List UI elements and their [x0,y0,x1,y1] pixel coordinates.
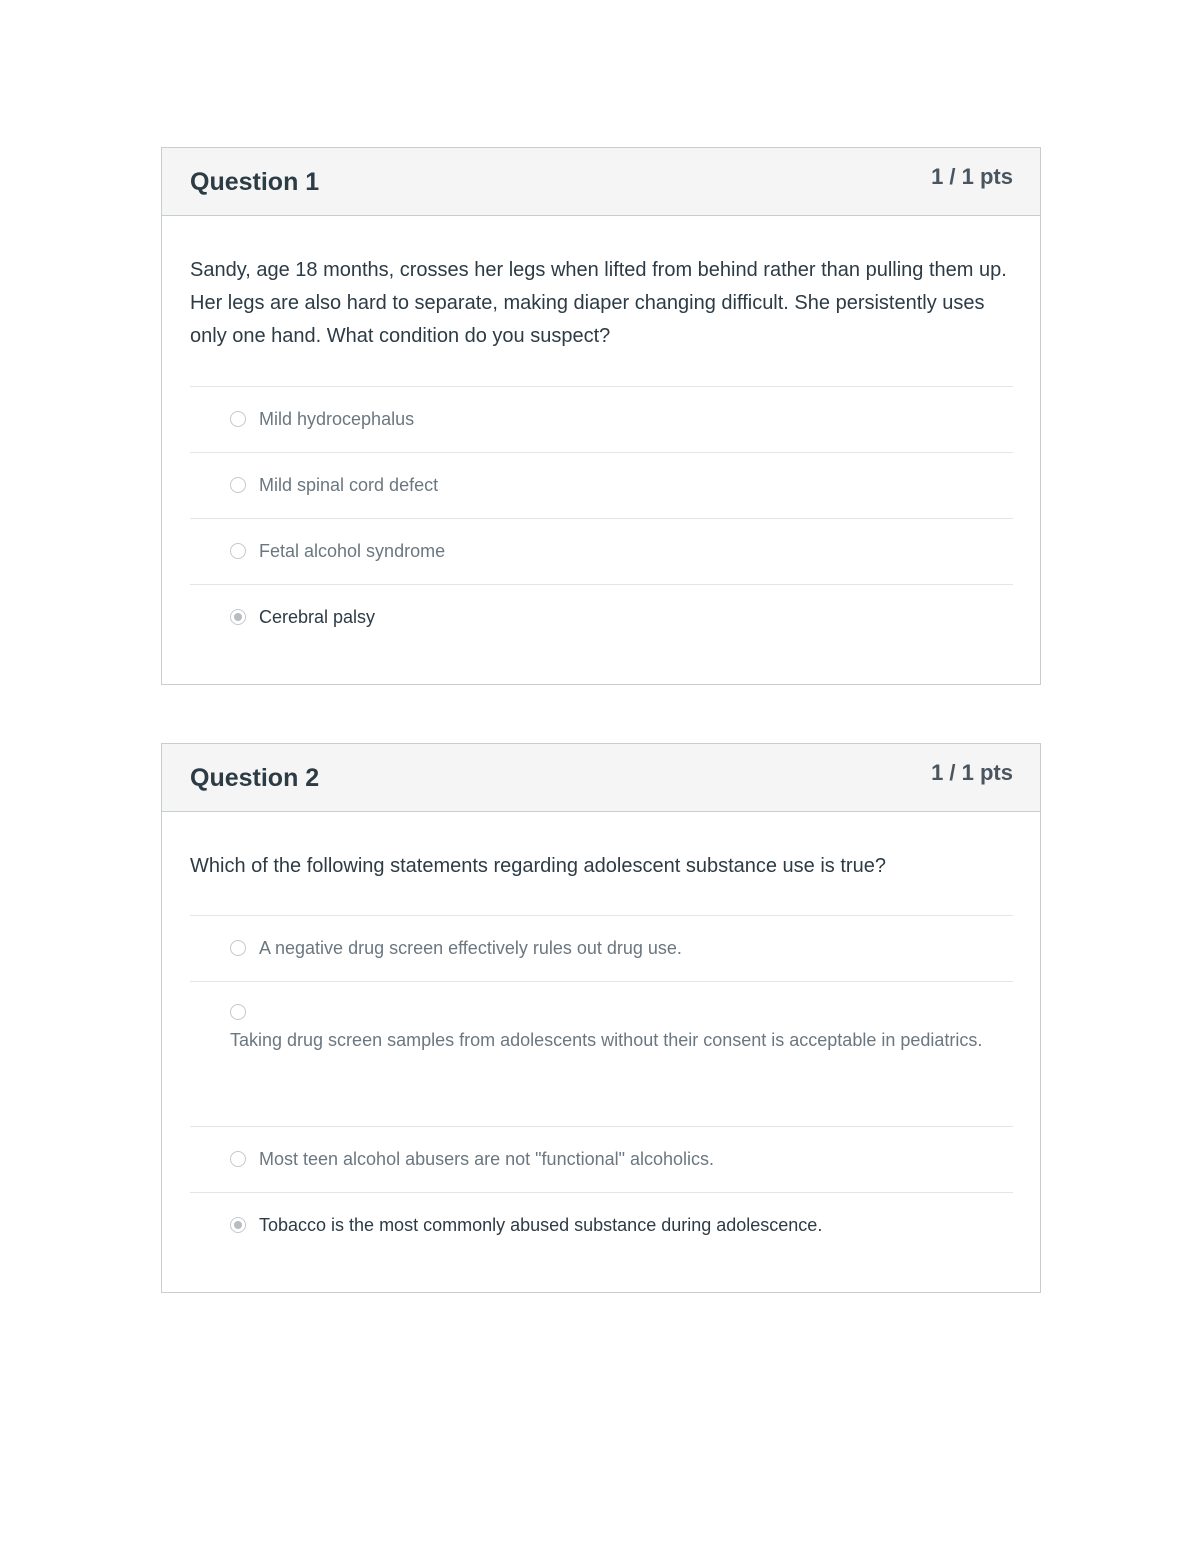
radio-button-selected[interactable] [230,609,246,625]
answer-option[interactable] [190,1127,1013,1193]
question-points: 1 / 1 pts [931,760,1013,785]
question-text: Sandy, age 18 months, crosses her legs when lifted from behind rather than pulling them up. Her legs are also hard to separate, making diaper changing difficult. She persistently uses only one hand. What condition do you suspect? [190,254,1013,387]
answer-option[interactable] [190,982,1013,1127]
question-header [162,744,1040,812]
question-card-1 [161,147,1041,685]
answer-option[interactable] [190,387,1013,453]
radio-button[interactable] [230,477,246,493]
answer-label: A negative drug screen effectively rules out drug use. [259,938,682,958]
question-header [162,148,1040,216]
answer-label: Tobacco is the most commonly abused substance during adolescence. [259,1215,823,1235]
question-title: Question 2 [190,764,320,792]
radio-button[interactable] [230,411,246,427]
answer-option[interactable] [190,453,1013,519]
question-text: Which of the following statements regarding adolescent substance use is true? [190,850,1013,916]
answer-label: Taking drug screen samples from adolescents without their consent is acceptable in pediatrics. [230,1030,983,1050]
answer-option[interactable] [190,916,1013,982]
question-points: 1 / 1 pts [931,164,1013,189]
question-body [162,216,1040,651]
answer-option-selected[interactable] [190,585,1013,651]
question-body [162,812,1040,1259]
answer-label: Mild spinal cord defect [259,475,439,495]
answer-option[interactable] [190,519,1013,585]
radio-button[interactable] [230,1151,246,1167]
radio-button[interactable] [230,940,246,956]
question-card-2 [161,743,1041,1293]
radio-button[interactable] [230,1004,246,1020]
answer-label: Most teen alcohol abusers are not "functional" alcoholics. [259,1149,715,1169]
answer-label: Cerebral palsy [259,607,376,627]
answer-option-selected[interactable] [190,1193,1013,1259]
radio-button-selected[interactable] [230,1217,246,1233]
answer-label: Fetal alcohol syndrome [259,541,446,561]
question-title: Question 1 [190,168,320,196]
answer-label: Mild hydrocephalus [259,409,415,429]
radio-button[interactable] [230,543,246,559]
